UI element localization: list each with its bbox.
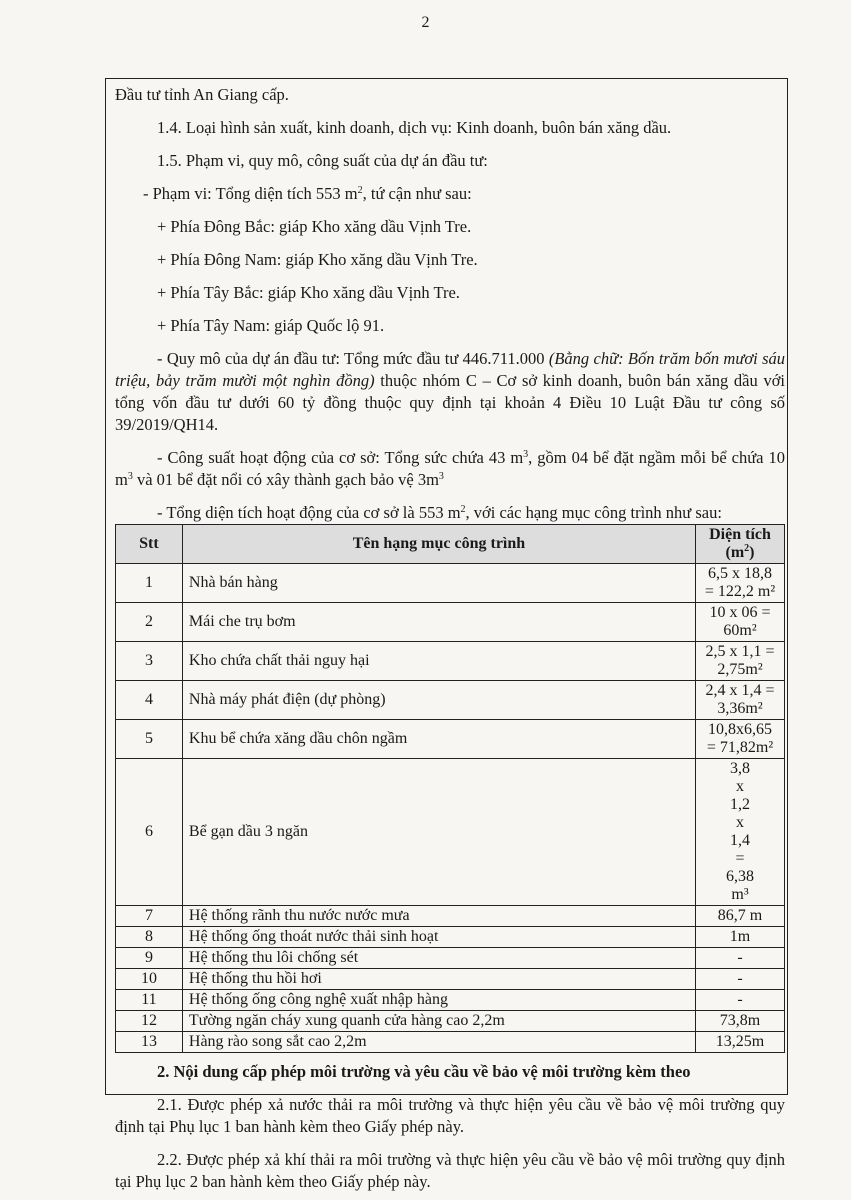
- scope-sup: 2: [357, 185, 363, 196]
- cell-area: 10 x 06 = 60m²: [696, 603, 785, 642]
- cell-stt: 6: [116, 759, 183, 906]
- document-body: [115, 82, 785, 1193]
- scale-paragraph: [115, 348, 785, 436]
- cell-name: Hệ thống rãnh thu nước nước mưa: [182, 906, 695, 927]
- area-text-1: - Tổng diện tích hoạt động của cơ sở là 553 m: [157, 503, 461, 522]
- table-row: [116, 927, 785, 948]
- area-text-2: , với các hạng mục công trình như sau:: [465, 503, 722, 522]
- table-row: [116, 948, 785, 969]
- cell-area: 6,5 x 18,8 = 122,2 m²: [696, 564, 785, 603]
- cell-name: Hệ thống thu hồi hơi: [182, 969, 695, 990]
- section-1-4: 1.4. Loại hình sản xuất, kinh doanh, dịch vụ: Kinh doanh, buôn bán xăng dầu.: [157, 118, 672, 137]
- boundary-southwest: + Phía Tây Nam: giáp Quốc lộ 91.: [157, 316, 385, 335]
- header-stt: Stt: [116, 525, 183, 564]
- capacity-text-3: và 01 bể đặt nổi có xây thành gạch bảo vệ 3m: [132, 470, 439, 489]
- header-area-suffix: ): [749, 544, 755, 561]
- area-sup: 2: [460, 504, 466, 515]
- section-1-5: 1.5. Phạm vi, quy mô, công suất của dự án đầu tư:: [157, 151, 488, 170]
- section-2-heading: 2. Nội dung cấp phép môi trường và yêu cầu về bảo vệ môi trường kèm theo: [157, 1062, 691, 1081]
- table-row: [116, 720, 785, 759]
- boundary-northeast: + Phía Đông Bắc: giáp Kho xăng dầu Vịnh Tre.: [157, 217, 472, 236]
- cell-name: Tường ngăn cháy xung quanh cửa hàng cao 2,2m: [182, 1011, 695, 1032]
- cell-area: 86,7 m: [696, 906, 785, 927]
- cell-stt: 11: [116, 990, 183, 1011]
- boundary-northwest: + Phía Tây Bắc: giáp Kho xăng dầu Vịnh Tre.: [157, 283, 460, 302]
- cell-area: 2,5 x 1,1 = 2,75m²: [696, 642, 785, 681]
- cell-stt: 7: [116, 906, 183, 927]
- table-row: [116, 564, 785, 603]
- table-row: [116, 642, 785, 681]
- header-area: [696, 525, 785, 564]
- capacity-sup-3: 3: [438, 471, 444, 482]
- table-row: [116, 969, 785, 990]
- capacity-sup-1: 3: [523, 449, 529, 460]
- area-paragraph: [115, 502, 785, 524]
- cell-area: -: [696, 948, 785, 969]
- table-row: [116, 1011, 785, 1032]
- cell-stt: 10: [116, 969, 183, 990]
- section-2-2: 2.2. Được phép xả khí thải ra môi trường và thực hiện yêu cầu về bảo vệ môi trường quy định tại Phụ lục 2 ban hành kèm theo Giấy phép này.: [115, 1150, 785, 1191]
- cell-area: 13,25m: [696, 1032, 785, 1053]
- cell-name: Hàng rào song sắt cao 2,2m: [182, 1032, 695, 1053]
- cell-name: Nhà bán hàng: [182, 564, 695, 603]
- table-row: [116, 759, 785, 906]
- boundary-southeast: + Phía Đông Nam: giáp Kho xăng dầu Vịnh Tre.: [157, 250, 478, 269]
- cell-stt: 13: [116, 1032, 183, 1053]
- cell-area: -: [696, 969, 785, 990]
- cell-area: -: [696, 990, 785, 1011]
- cell-stt: 8: [116, 927, 183, 948]
- cell-name: Mái che trụ bơm: [182, 603, 695, 642]
- cell-name: Nhà máy phát điện (dự phòng): [182, 681, 695, 720]
- cell-stt: 2: [116, 603, 183, 642]
- header-name: Tên hạng mục công trình: [182, 525, 695, 564]
- cell-area: 73,8m: [696, 1011, 785, 1032]
- capacity-sup-2: 3: [127, 471, 133, 482]
- cell-name: Bể gạn dầu 3 ngăn: [182, 759, 695, 906]
- cell-stt: 3: [116, 642, 183, 681]
- cell-name: Hệ thống thu lôi chống sét: [182, 948, 695, 969]
- cell-area: 10,8x6,65 = 71,82m²: [696, 720, 785, 759]
- table-row: [116, 990, 785, 1011]
- cell-stt: 9: [116, 948, 183, 969]
- page-number: 2: [421, 14, 430, 31]
- capacity-paragraph: [115, 447, 785, 491]
- scope-paragraph: [115, 183, 785, 205]
- section-2-1: 2.1. Được phép xả nước thải ra môi trường và thực hiện yêu cầu về bảo vệ môi trường quy định tại Phụ lục 1 ban hành kèm theo Giấy phép này.: [115, 1095, 785, 1136]
- scope-prefix: - Phạm vi: Tổng diện tích 553 m: [143, 184, 358, 203]
- capacity-text-2: , gồm 04 bể đặt ngầm mỗi bể chứa 10 m: [115, 448, 785, 489]
- cell-name: Khu bể chứa xăng dầu chôn ngầm: [182, 720, 695, 759]
- scale-text-1: - Quy mô của dự án đầu tư: Tổng mức đầu tư 446.711.000: [157, 349, 549, 368]
- cell-name: Hệ thống ống công nghệ xuất nhập hàng: [182, 990, 695, 1011]
- scale-text-2: thuộc nhóm C – Cơ sở kinh doanh, buôn bán xăng dầu với tổng vốn đầu tư dưới 60 tỷ đồng thuộc quy định tại khoản 4 Điều 10 Luật Đầu tư công số 39/2019/QH14.: [115, 371, 786, 434]
- header-area-prefix: Diện tích (m: [709, 526, 771, 561]
- cell-stt: 4: [116, 681, 183, 720]
- header-area-sup: 2: [744, 543, 750, 554]
- cell-name: Hệ thống ống thoát nước thải sinh hoạt: [182, 927, 695, 948]
- scale-text-italic: (Bằng chữ: Bốn trăm bốn mươi sáu triệu, bảy trăm mười một nghìn đồng): [115, 349, 785, 390]
- intro-line: Đầu tư tỉnh An Giang cấp.: [115, 85, 289, 104]
- cell-stt: 5: [116, 720, 183, 759]
- cell-stt: 12: [116, 1011, 183, 1032]
- table-row: [116, 906, 785, 927]
- items-table: [115, 524, 785, 1053]
- table-header-row: [116, 525, 785, 564]
- cell-area: 2,4 x 1,4 = 3,36m²: [696, 681, 785, 720]
- scope-suffix: , tứ cận như sau:: [362, 184, 472, 203]
- cell-area: 1m: [696, 927, 785, 948]
- capacity-text-1: - Công suất hoạt động của cơ sở: Tổng sức chứa 43 m: [157, 448, 524, 467]
- table-row: [116, 603, 785, 642]
- table-row: [116, 681, 785, 720]
- cell-area: 3,8 x 1,2 x 1,4 = 6,38 m³: [696, 759, 785, 906]
- cell-name: Kho chứa chất thải nguy hại: [182, 642, 695, 681]
- table-row: [116, 1032, 785, 1053]
- cell-stt: 1: [116, 564, 183, 603]
